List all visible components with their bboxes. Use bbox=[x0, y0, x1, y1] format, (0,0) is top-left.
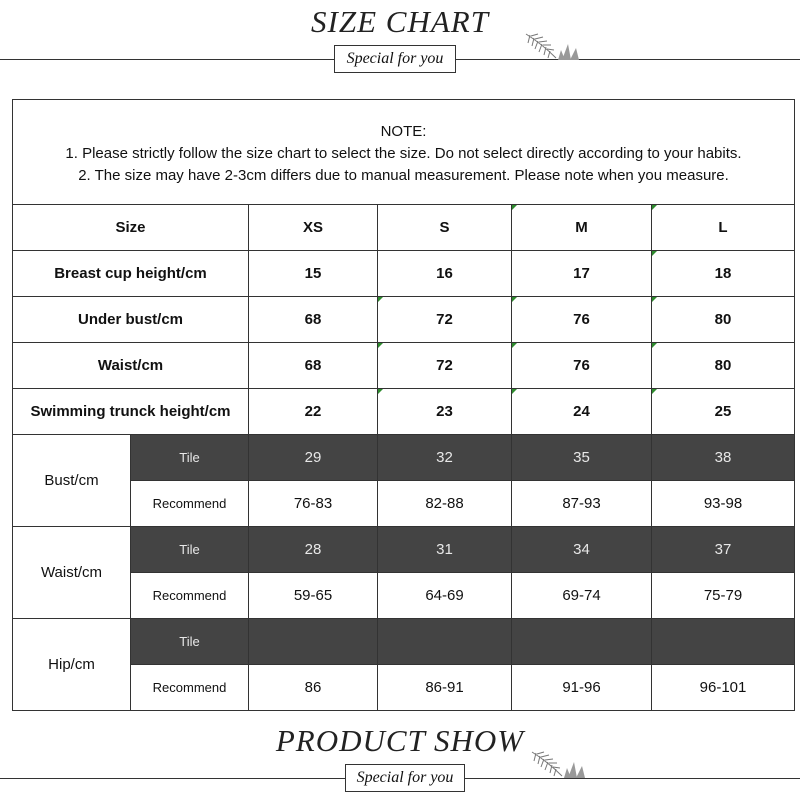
size-chart-header bbox=[0, 0, 800, 80]
tick-mark bbox=[512, 297, 517, 302]
table-cell: 72 bbox=[378, 343, 512, 389]
group-label-hip: Hip/cm bbox=[13, 619, 131, 711]
note-line-2: 2. The size may have 2-3cm differs due to manual measurement. Please note when you measure. bbox=[78, 167, 729, 184]
tick-mark bbox=[652, 389, 657, 394]
tile-label: Tile bbox=[131, 527, 249, 573]
tile-cell bbox=[512, 619, 652, 665]
table-cell: 23 bbox=[378, 389, 512, 435]
table-cell: 18 bbox=[652, 251, 795, 297]
size-label: Size bbox=[13, 205, 249, 251]
table-cell: 24 bbox=[512, 389, 652, 435]
recommend-cell: 86 bbox=[249, 665, 378, 711]
row-label: Breast cup height/cm bbox=[13, 251, 249, 297]
tick-mark bbox=[652, 205, 657, 210]
tick-mark bbox=[378, 389, 383, 394]
tick-mark bbox=[652, 297, 657, 302]
row-label: Waist/cm bbox=[13, 343, 249, 389]
tick-mark bbox=[652, 251, 657, 256]
size-chart-title: SIZE CHART bbox=[311, 4, 489, 39]
recommend-cell: 93-98 bbox=[652, 481, 795, 527]
size-l: L bbox=[652, 205, 795, 251]
table-cell: 25 bbox=[652, 389, 795, 435]
tile-cell: 28 bbox=[249, 527, 378, 573]
table-row bbox=[13, 389, 795, 435]
tile-cell: 29 bbox=[249, 435, 378, 481]
recommend-row bbox=[13, 573, 795, 619]
note-line-1: 1. Please strictly follow the size chart to select the size. Do not select directly according to your habits. bbox=[65, 145, 742, 162]
recommend-cell: 91-96 bbox=[512, 665, 652, 711]
table-row bbox=[13, 251, 795, 297]
tick-mark bbox=[512, 205, 517, 210]
table-row bbox=[13, 343, 795, 389]
table-cell: 80 bbox=[652, 343, 795, 389]
recommend-cell: 64-69 bbox=[378, 573, 512, 619]
tick-mark bbox=[378, 297, 383, 302]
table-cell: 17 bbox=[512, 251, 652, 297]
table-cell: 72 bbox=[378, 297, 512, 343]
note-heading: NOTE: bbox=[380, 123, 427, 140]
table-cell: 68 bbox=[249, 297, 378, 343]
table-cell: 80 bbox=[652, 297, 795, 343]
size-chart-subtitle: Special for you bbox=[334, 45, 456, 73]
size-xs: XS bbox=[249, 205, 378, 251]
tick-mark bbox=[512, 389, 517, 394]
table-cell: 76 bbox=[512, 343, 652, 389]
product-show-title: PRODUCT SHOW bbox=[275, 723, 525, 758]
size-s: S bbox=[378, 205, 512, 251]
size-header-row bbox=[13, 205, 795, 251]
recommend-cell: 75-79 bbox=[652, 573, 795, 619]
tile-cell bbox=[249, 619, 378, 665]
recommend-cell: 69-74 bbox=[512, 573, 652, 619]
size-m: M bbox=[512, 205, 652, 251]
tile-cell bbox=[378, 619, 512, 665]
group-label-waist: Waist/cm bbox=[13, 527, 131, 619]
tile-row bbox=[13, 619, 795, 665]
recommend-label: Recommend bbox=[131, 573, 249, 619]
tile-cell: 37 bbox=[652, 527, 795, 573]
tile-row bbox=[13, 527, 795, 573]
tile-row bbox=[13, 435, 795, 481]
table-row bbox=[13, 297, 795, 343]
recommend-cell: 86-91 bbox=[378, 665, 512, 711]
tile-cell: 35 bbox=[512, 435, 652, 481]
tile-cell: 34 bbox=[512, 527, 652, 573]
group-label-bust: Bust/cm bbox=[13, 435, 131, 527]
tile-cell bbox=[652, 619, 795, 665]
table-cell: 16 bbox=[378, 251, 512, 297]
tick-mark bbox=[652, 343, 657, 348]
product-show-header bbox=[0, 720, 800, 800]
recommend-cell: 76-83 bbox=[249, 481, 378, 527]
size-chart-table bbox=[12, 99, 795, 711]
tile-label: Tile bbox=[131, 619, 249, 665]
palm-leaf-icon bbox=[528, 748, 590, 780]
table-cell: 68 bbox=[249, 343, 378, 389]
product-show-subtitle: Special for you bbox=[345, 764, 465, 792]
table-cell: 15 bbox=[249, 251, 378, 297]
tick-mark bbox=[512, 343, 517, 348]
recommend-row bbox=[13, 481, 795, 527]
tile-cell: 38 bbox=[652, 435, 795, 481]
palm-leaf-icon bbox=[522, 30, 584, 62]
tile-cell: 31 bbox=[378, 527, 512, 573]
table-cell: 22 bbox=[249, 389, 378, 435]
row-label: Under bust/cm bbox=[13, 297, 249, 343]
recommend-cell: 59-65 bbox=[249, 573, 378, 619]
recommend-cell: 87-93 bbox=[512, 481, 652, 527]
recommend-row bbox=[13, 665, 795, 711]
recommend-cell: 82-88 bbox=[378, 481, 512, 527]
tile-cell: 32 bbox=[378, 435, 512, 481]
table-cell: 76 bbox=[512, 297, 652, 343]
row-label: Swimming trunck height/cm bbox=[13, 389, 249, 435]
recommend-label: Recommend bbox=[131, 665, 249, 711]
recommend-cell: 96-101 bbox=[652, 665, 795, 711]
note-box bbox=[13, 100, 795, 205]
recommend-label: Recommend bbox=[131, 481, 249, 527]
tile-label: Tile bbox=[131, 435, 249, 481]
tick-mark bbox=[378, 343, 383, 348]
